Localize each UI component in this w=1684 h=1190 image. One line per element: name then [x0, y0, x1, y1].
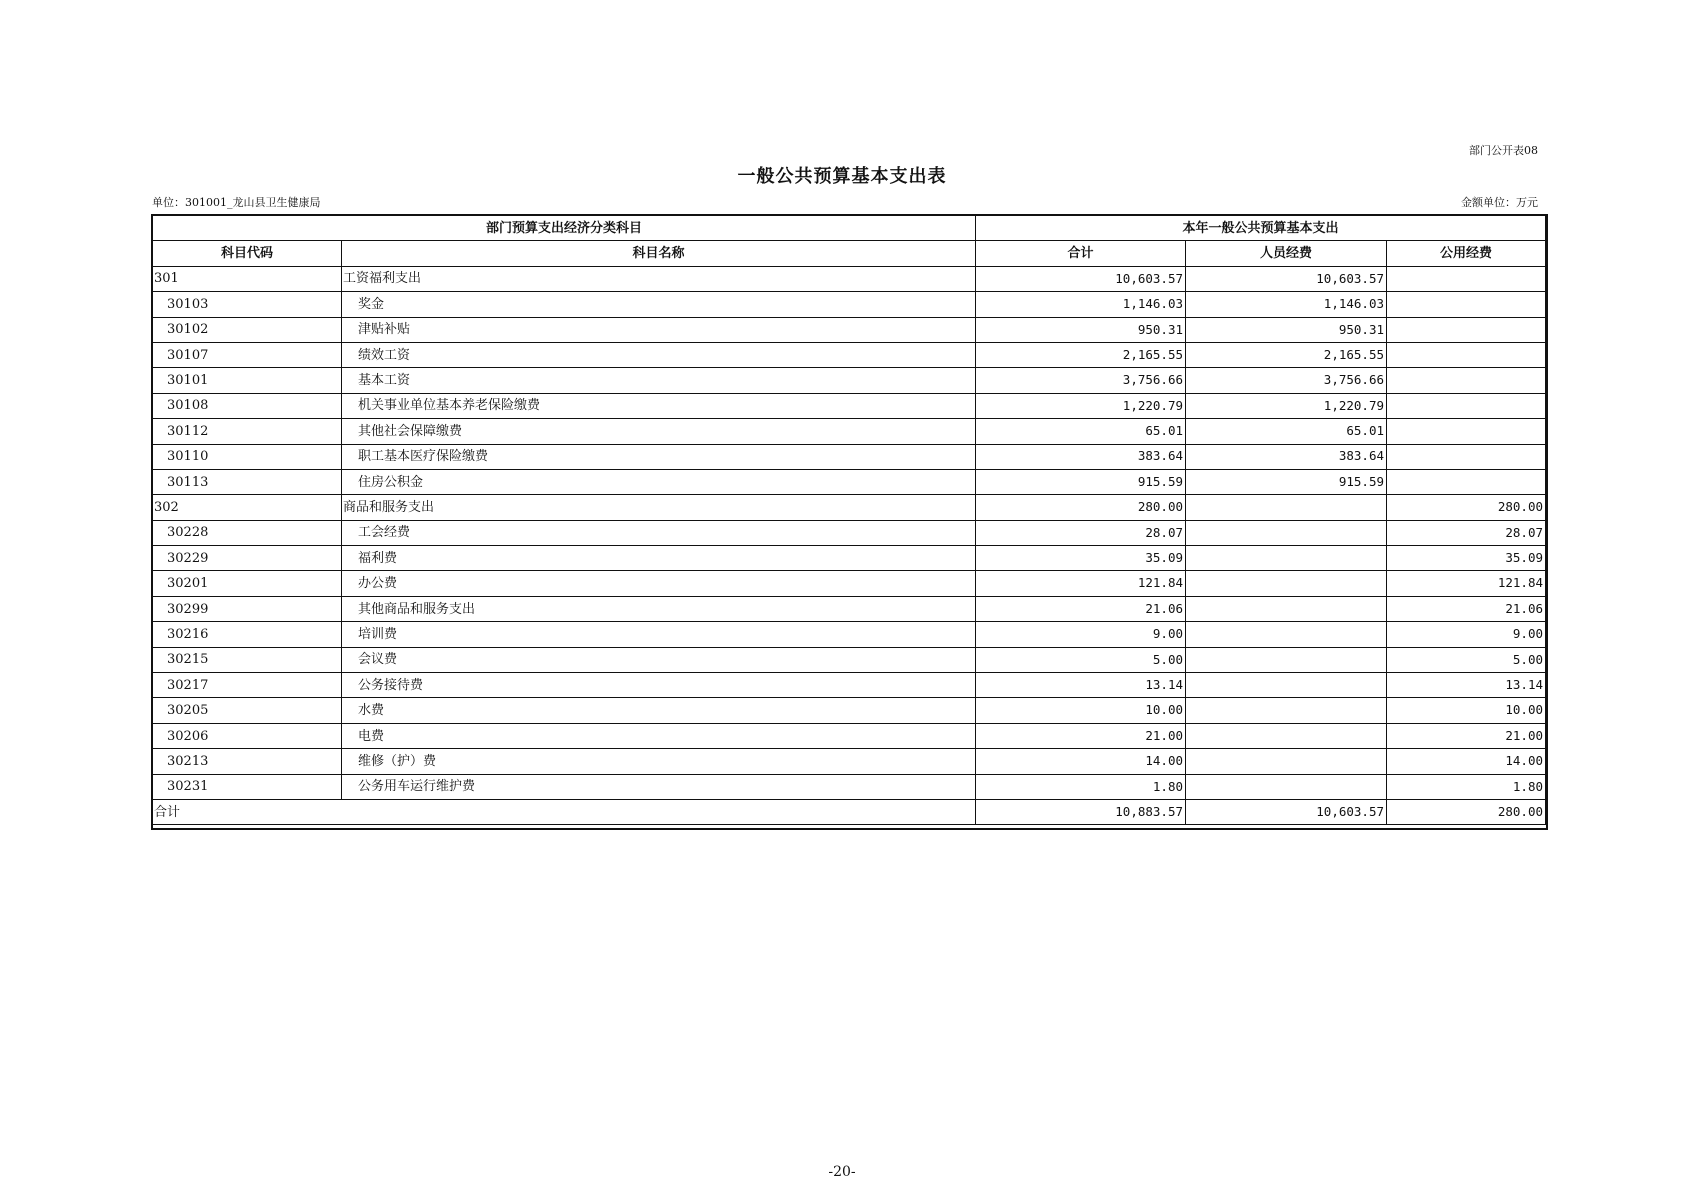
- cell-personnel: [1186, 546, 1387, 571]
- group-header-basic-expenditure: 本年一般公共预算基本支出: [976, 216, 1546, 241]
- cell-total: 3,756.66: [976, 368, 1186, 393]
- cell-total: 35.09: [976, 546, 1186, 571]
- cell-code: 30217: [153, 673, 342, 698]
- table-row: [153, 393, 1546, 418]
- cell-name: 奖金: [342, 292, 976, 317]
- cell-total: 65.01: [976, 419, 1186, 444]
- cell-total: 13.14: [976, 673, 1186, 698]
- budget-table: [152, 215, 1546, 825]
- cell-public: [1387, 368, 1546, 393]
- table-row: [153, 673, 1546, 698]
- cell-name: 其他社会保障缴费: [342, 419, 976, 444]
- group-header-row: [153, 216, 1546, 241]
- page-title: 一般公共预算基本支出表: [737, 166, 947, 187]
- cell-total: 28.07: [976, 520, 1186, 545]
- table-row: [153, 292, 1546, 317]
- form-number: 部门公开表08: [1469, 144, 1538, 157]
- table-row: [153, 596, 1546, 621]
- cell-public: 21.00: [1387, 723, 1546, 748]
- cell-personnel: [1186, 622, 1387, 647]
- cell-personnel: [1186, 673, 1387, 698]
- cell-public: 35.09: [1387, 546, 1546, 571]
- cell-personnel: 383.64: [1186, 444, 1387, 469]
- summary-public: 280.00: [1387, 799, 1546, 824]
- table-row: [153, 469, 1546, 494]
- summary-label: 合计: [153, 799, 976, 824]
- cell-code: 30216: [153, 622, 342, 647]
- cell-public: [1387, 317, 1546, 342]
- cell-public: [1387, 419, 1546, 444]
- cell-total: 1,146.03: [976, 292, 1186, 317]
- table-row: [153, 342, 1546, 367]
- cell-personnel: 10,603.57: [1186, 266, 1387, 291]
- cell-name: 培训费: [342, 622, 976, 647]
- cell-total: 383.64: [976, 444, 1186, 469]
- cell-code: 30213: [153, 749, 342, 774]
- cell-code: 30101: [153, 368, 342, 393]
- cell-personnel: 65.01: [1186, 419, 1387, 444]
- table-body: [153, 266, 1546, 799]
- cell-name: 津贴补贴: [342, 317, 976, 342]
- column-header-public: 公用经费: [1387, 241, 1546, 266]
- cell-code: 30201: [153, 571, 342, 596]
- table-row: [153, 647, 1546, 672]
- cell-public: 280.00: [1387, 495, 1546, 520]
- summary-row: [153, 799, 1546, 824]
- cell-personnel: 915.59: [1186, 469, 1387, 494]
- cell-personnel: [1186, 647, 1387, 672]
- table-row: [153, 749, 1546, 774]
- cell-code: 30205: [153, 698, 342, 723]
- cell-public: [1387, 444, 1546, 469]
- cell-personnel: 2,165.55: [1186, 342, 1387, 367]
- cell-total: 14.00: [976, 749, 1186, 774]
- unit-name: 单位：301001_龙山县卫生健康局: [152, 196, 321, 209]
- cell-code: 30103: [153, 292, 342, 317]
- table-row: [153, 571, 1546, 596]
- cell-public: [1387, 266, 1546, 291]
- column-header-total: 合计: [976, 241, 1186, 266]
- cell-code: 30228: [153, 520, 342, 545]
- table-row: [153, 368, 1546, 393]
- table-row: [153, 419, 1546, 444]
- cell-total: 280.00: [976, 495, 1186, 520]
- cell-total: 21.06: [976, 596, 1186, 621]
- cell-code: 302: [153, 495, 342, 520]
- cell-total: 10,603.57: [976, 266, 1186, 291]
- cell-name: 住房公积金: [342, 469, 976, 494]
- column-header-row: [153, 241, 1546, 266]
- cell-personnel: [1186, 520, 1387, 545]
- cell-name: 公务用车运行维护费: [342, 774, 976, 799]
- cell-code: 30102: [153, 317, 342, 342]
- cell-public: 28.07: [1387, 520, 1546, 545]
- table-row: [153, 520, 1546, 545]
- cell-public: [1387, 292, 1546, 317]
- cell-personnel: 950.31: [1186, 317, 1387, 342]
- cell-name: 机关事业单位基本养老保险缴费: [342, 393, 976, 418]
- table-row: [153, 266, 1546, 291]
- cell-public: 21.06: [1387, 596, 1546, 621]
- cell-code: 301: [153, 266, 342, 291]
- cell-code: 30299: [153, 596, 342, 621]
- cell-code: 30229: [153, 546, 342, 571]
- cell-code: 30206: [153, 723, 342, 748]
- cell-name: 基本工资: [342, 368, 976, 393]
- cell-public: [1387, 342, 1546, 367]
- table-row: [153, 774, 1546, 799]
- cell-personnel: [1186, 749, 1387, 774]
- cell-name: 工会经费: [342, 520, 976, 545]
- column-header-name: 科目名称: [342, 241, 976, 266]
- cell-name: 商品和服务支出: [342, 495, 976, 520]
- cell-public: 9.00: [1387, 622, 1546, 647]
- cell-public: 121.84: [1387, 571, 1546, 596]
- cell-personnel: [1186, 698, 1387, 723]
- cell-total: 121.84: [976, 571, 1186, 596]
- cell-public: 1.80: [1387, 774, 1546, 799]
- cell-name: 办公费: [342, 571, 976, 596]
- table-row: [153, 546, 1546, 571]
- cell-total: 950.31: [976, 317, 1186, 342]
- cell-name: 工资福利支出: [342, 266, 976, 291]
- group-header-economic-class: 部门预算支出经济分类科目: [153, 216, 976, 241]
- page-number: -20-: [828, 1164, 856, 1180]
- cell-name: 职工基本医疗保险缴费: [342, 444, 976, 469]
- cell-personnel: [1186, 495, 1387, 520]
- cell-total: 9.00: [976, 622, 1186, 647]
- column-header-personnel: 人员经费: [1186, 241, 1387, 266]
- cell-total: 5.00: [976, 647, 1186, 672]
- cell-code: 30231: [153, 774, 342, 799]
- cell-personnel: [1186, 774, 1387, 799]
- table-row: [153, 723, 1546, 748]
- cell-public: 10.00: [1387, 698, 1546, 723]
- cell-code: 30113: [153, 469, 342, 494]
- table-row: [153, 495, 1546, 520]
- cell-code: 30108: [153, 393, 342, 418]
- cell-public: 5.00: [1387, 647, 1546, 672]
- cell-personnel: 3,756.66: [1186, 368, 1387, 393]
- cell-total: 21.00: [976, 723, 1186, 748]
- cell-code: 30112: [153, 419, 342, 444]
- table-row: [153, 317, 1546, 342]
- summary-total: 10,883.57: [976, 799, 1186, 824]
- cell-name: 其他商品和服务支出: [342, 596, 976, 621]
- cell-total: 2,165.55: [976, 342, 1186, 367]
- cell-personnel: [1186, 723, 1387, 748]
- summary-personnel: 10,603.57: [1186, 799, 1387, 824]
- cell-total: 1,220.79: [976, 393, 1186, 418]
- cell-name: 福利费: [342, 546, 976, 571]
- column-header-code: 科目代码: [153, 241, 342, 266]
- cell-public: [1387, 393, 1546, 418]
- table-row: [153, 698, 1546, 723]
- cell-public: 13.14: [1387, 673, 1546, 698]
- cell-total: 10.00: [976, 698, 1186, 723]
- cell-code: 30215: [153, 647, 342, 672]
- cell-name: 公务接待费: [342, 673, 976, 698]
- cell-code: 30110: [153, 444, 342, 469]
- amount-unit: 金额单位：万元: [1461, 196, 1538, 209]
- table-row: [153, 622, 1546, 647]
- cell-name: 绩效工资: [342, 342, 976, 367]
- cell-total: 1.80: [976, 774, 1186, 799]
- cell-personnel: 1,146.03: [1186, 292, 1387, 317]
- cell-name: 电费: [342, 723, 976, 748]
- cell-name: 会议费: [342, 647, 976, 672]
- cell-personnel: [1186, 571, 1387, 596]
- cell-personnel: [1186, 596, 1387, 621]
- cell-personnel: 1,220.79: [1186, 393, 1387, 418]
- cell-name: 水费: [342, 698, 976, 723]
- cell-code: 30107: [153, 342, 342, 367]
- cell-name: 维修（护）费: [342, 749, 976, 774]
- cell-public: [1387, 469, 1546, 494]
- cell-total: 915.59: [976, 469, 1186, 494]
- table-row: [153, 444, 1546, 469]
- cell-public: 14.00: [1387, 749, 1546, 774]
